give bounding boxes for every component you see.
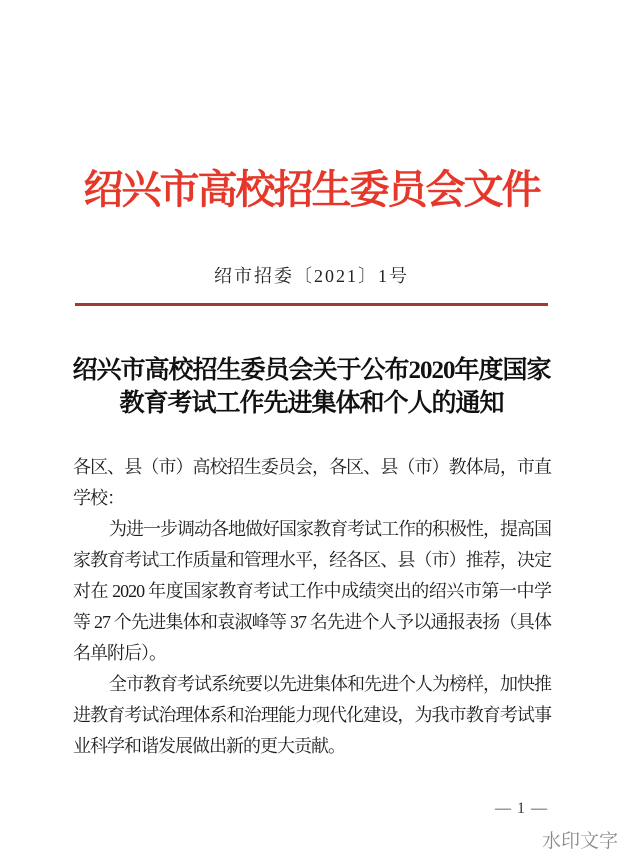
- page-number: — 1 —: [495, 800, 548, 817]
- agency-header-title: 绍兴市高校招生委员会文件: [83, 167, 540, 212]
- document-body: [73, 452, 551, 762]
- red-separator-rule: [75, 303, 548, 306]
- salutation-line: 各区、县（市）高校招生委员会，各区、县（市）教体局，市直学校：: [73, 457, 551, 508]
- body-paragraph-1: 为进一步调动各地做好国家教育考试工作的积极性，提高国家教育考试工作质量和管理水平，经各区、县（市）推荐，决定对在 2020 年度国家教育考试工作中成绩突出的绍兴市第一中学等 27 个先进集体和袁淑峰等 37 名先进个人予以通报表扬（具体名单附后）。: [73, 519, 551, 663]
- watermark-text: 水印文字: [541, 831, 618, 852]
- body-paragraph-2: 全市教育考试系统要以先进集体和先进个人为榜样，加快推进教育考试治理体系和治理能力现代化建设，为我市教育考试事业科学和谐发展做出新的更大贡献。: [73, 674, 551, 756]
- document-title: [30, 354, 593, 420]
- document-title-line-1: 绍兴市高校招生委员会关于公布2020年度国家: [72, 357, 551, 384]
- document-title-line-2: 教育考试工作先进集体和个人的通知: [119, 390, 504, 417]
- document-reference-number: 绍市招委〔2021〕1号: [214, 266, 409, 286]
